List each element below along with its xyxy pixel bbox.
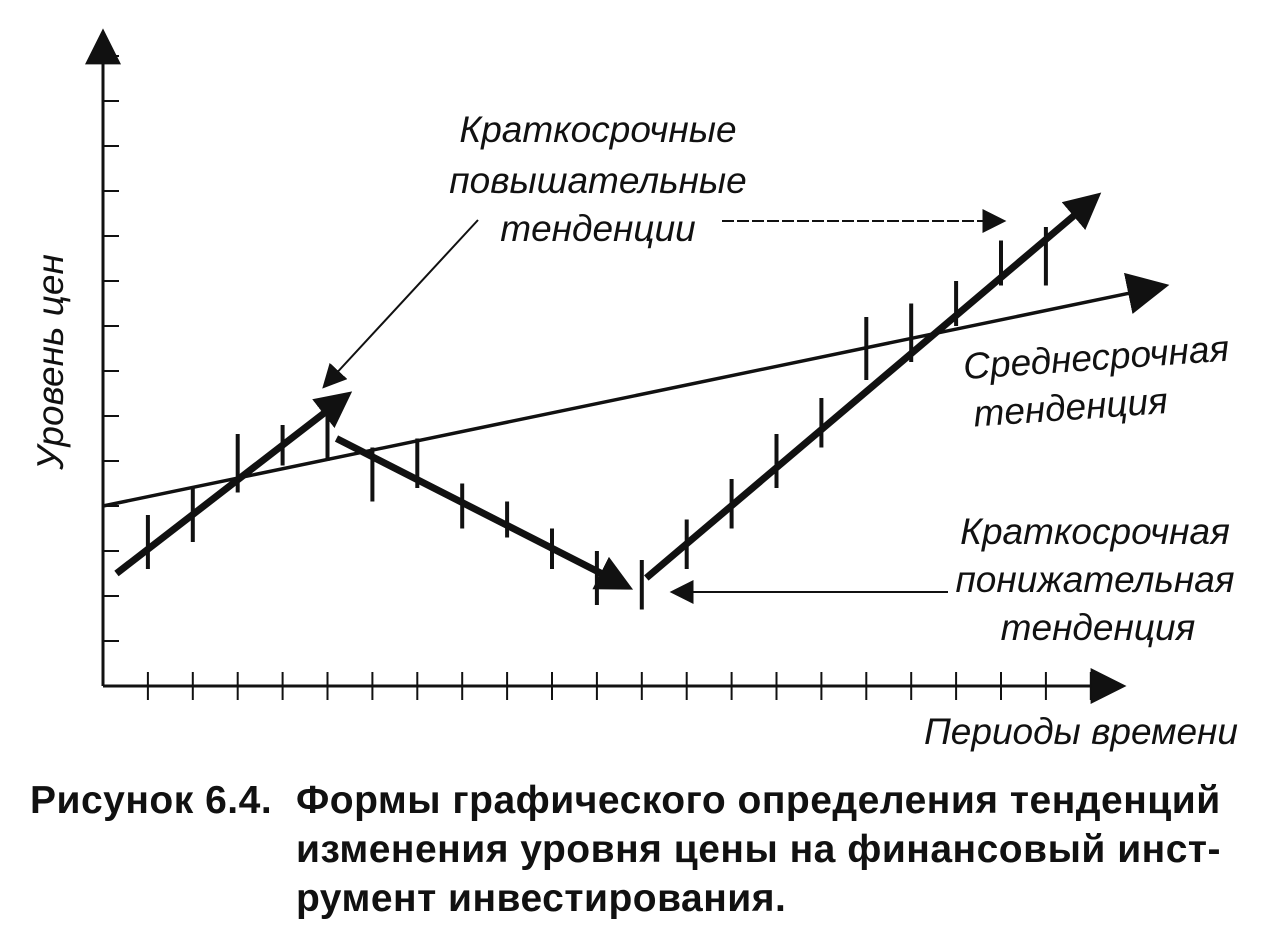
annotation-short-down-line-3: тенденция bbox=[1000, 607, 1196, 648]
annotation-medium bbox=[962, 328, 1234, 435]
y-axis-title: Уровень цен bbox=[30, 254, 71, 470]
caption-line-2: изменения уровня цены на финансовый инст- bbox=[296, 828, 1222, 871]
short-down-trend-arrow bbox=[336, 439, 610, 579]
caption-number: Рисунок 6.4. bbox=[30, 779, 273, 822]
annotation-short-down-line-1: Краткосрочная bbox=[960, 511, 1230, 552]
caption-line-1: Формы графического определения тенденций bbox=[296, 779, 1221, 822]
annotation-short-up-line-2: повышательные bbox=[449, 160, 747, 201]
caption-line-3: румент инвестирования. bbox=[296, 877, 787, 920]
annotation-short-up-line-3: тенденции bbox=[500, 208, 696, 249]
annotation-short-down bbox=[955, 511, 1234, 648]
arrow-to-first-uptrend bbox=[332, 220, 478, 378]
short-up-trend-arrow bbox=[116, 407, 332, 574]
annotation-medium-line-1: Среднесрочная bbox=[961, 327, 1231, 388]
annotation-short-down-line-2: понижательная bbox=[955, 559, 1235, 600]
price-bars bbox=[148, 227, 1046, 610]
annotation-short-up-line-1: Краткосрочные bbox=[459, 109, 737, 150]
annotation-medium-line-2: тенденция bbox=[972, 380, 1170, 435]
annotation-arrows bbox=[332, 220, 992, 592]
figure-caption bbox=[30, 779, 1221, 920]
annotation-short-up bbox=[449, 109, 746, 249]
x-axis-title: Периоды времени bbox=[923, 711, 1238, 752]
y-axis-ticks bbox=[103, 56, 119, 641]
